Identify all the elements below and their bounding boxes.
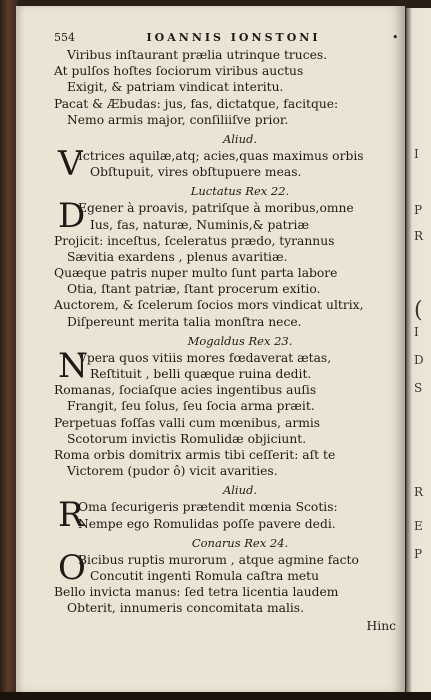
verse-line: Egener à proavis, patriſque à moribus,omne: [78, 201, 354, 216]
verse-line: Obſtupuit, vires obſtupuere meas.: [90, 165, 302, 180]
drop-cap: N: [58, 345, 88, 386]
verse-line: Ius, fas, naturæ, Numinis,& patriæ: [90, 217, 309, 232]
ghost-glyph: (: [414, 298, 423, 323]
verse-line: At pulſos hoſtes ſociorum viribus auctus: [54, 64, 304, 79]
epigram: [54, 143, 402, 184]
section-heading: Aliud.: [222, 131, 258, 146]
verse-line: Victorem (pudor ô) vicit avarities.: [67, 464, 278, 479]
verse-line: Otia, ſtant patriæ, ſtant procerum exitio.: [67, 282, 321, 297]
page-number: 554: [54, 31, 75, 44]
verse-line: Perpetuas foſſas valli cum mœnibus, armis: [54, 415, 321, 430]
verse-line: Concutit ingenti Romula caſtra metu: [90, 568, 320, 583]
bottom-shadow: [0, 692, 431, 700]
drop-cap: O: [58, 547, 86, 588]
epigram: [54, 196, 402, 330]
verse-line: Pacat & Æbudas: jus, fas, dictatque, facitque:: [54, 96, 339, 111]
section-heading: Mogaldus Rex 23.: [187, 333, 293, 348]
verse-line: Bello invicta manus: ſed tetra licentia laudem: [54, 585, 339, 600]
verse-line: Auctorem, & ſcelerum ſocios mors vindicat ultrix,: [54, 298, 364, 313]
ghost-glyph: R: [414, 229, 424, 243]
running-title: IOANNIS IONSTONI: [146, 31, 321, 44]
verse-line: Vpera quos vitiis mores fœdaverat ætas,: [78, 350, 332, 365]
verse-line: Bicibus ruptis murorum , atque agmine facto: [78, 552, 359, 567]
verse-line: Sævitia exardens , plenus avaritiæ.: [67, 249, 288, 264]
adjacent-page-edge: [405, 8, 431, 692]
verse-line: Romanas, ſociaſque acies ingentibus auſis: [54, 383, 317, 398]
ghost-glyph: R: [414, 485, 424, 499]
drop-cap: V: [58, 143, 83, 184]
book-page: [16, 6, 405, 692]
epigram: [54, 495, 402, 536]
page-content: [54, 30, 402, 634]
epigram: [54, 345, 402, 480]
verse-line: Obterit, innumeris concomitata malis.: [67, 601, 305, 616]
epigram: [54, 547, 402, 617]
ghost-glyph: I: [414, 147, 419, 161]
catchword: Hinc: [366, 619, 396, 634]
section-heading: Luctatus Rex 22.: [190, 184, 290, 199]
verse-line: Ictrices aquilæ,atq; acies,quas maximus orbis: [78, 148, 364, 163]
verse-line: Exigit, & patriam vindicat interitu.: [67, 80, 284, 95]
section-heading: Aliud.: [222, 483, 258, 498]
ghost-glyph: D: [414, 353, 424, 367]
ghost-glyph: P: [414, 203, 423, 217]
ghost-glyph: P: [414, 547, 423, 561]
header-mark: •: [391, 31, 399, 44]
verse-line: Reſtituit , belli quæque ruina dedit.: [90, 367, 312, 381]
verse-line: Nempe ego Romulidas poſſe pavere dedi.: [78, 516, 336, 531]
verse-line: Oma ſecurigeris prætendit mœnia Scotis:: [78, 500, 338, 515]
verse-line: Nemo armis major, conſiliiſve prior.: [67, 112, 289, 127]
verse-line: Diſpereunt merita talia monſtra nece.: [67, 314, 302, 329]
page-header: [54, 30, 402, 47]
ghost-glyph: S: [414, 381, 423, 395]
drop-cap: R: [58, 495, 84, 536]
verse-line: Scotorum invictis Romulidæ objiciunt.: [67, 431, 307, 446]
verse-line: Roma orbis domitrix armis tibi ceſſerit: aſt te: [54, 447, 336, 462]
verse-line: Projicit: inceſtus, ſceleratus prædo, tyrannus: [54, 233, 335, 248]
ghost-glyph: E: [414, 519, 423, 533]
verse-line: Frangit, ſeu ſolus, ſeu ſocia arma præit.: [67, 399, 315, 414]
drop-cap: D: [58, 196, 86, 237]
ghost-glyph: I: [414, 325, 419, 339]
verse-line: Viribus inſtaurant prælia utrinque truces.: [67, 48, 328, 62]
verse-line: Quæque patris nuper multo ſunt parta labore: [54, 266, 338, 281]
section-heading: Conarus Rex 24.: [191, 535, 289, 550]
